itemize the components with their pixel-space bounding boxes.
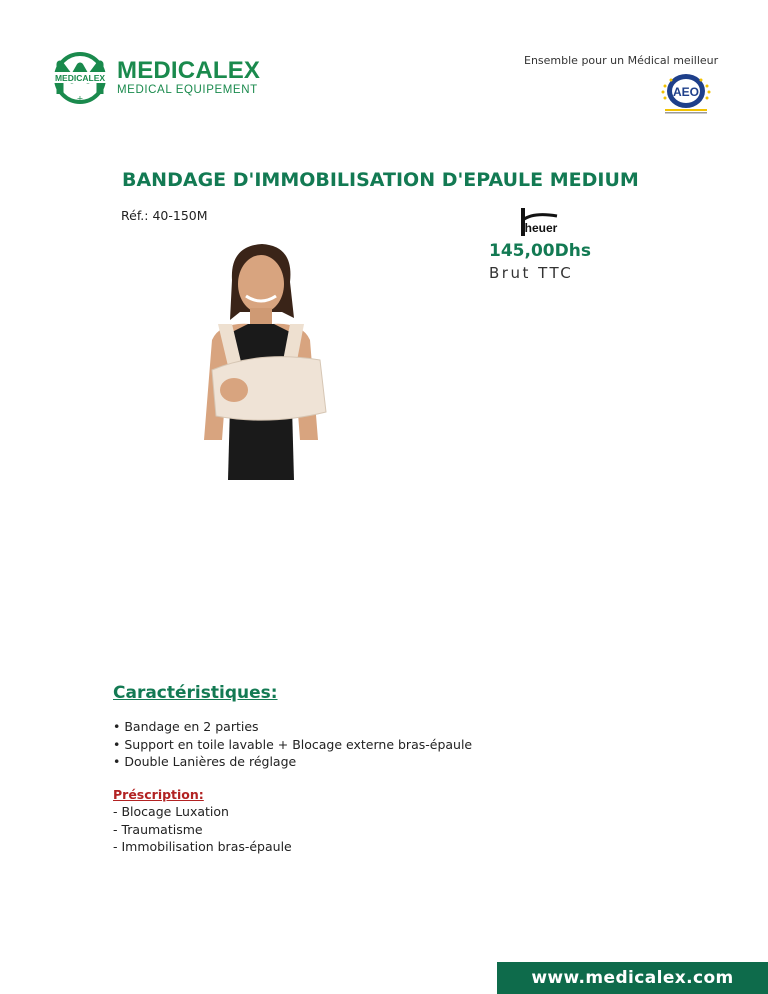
list-item: - Traumatisme	[113, 821, 292, 839]
list-item: • Double Lanières de réglage	[113, 753, 472, 771]
aeo-badge-text: AEO	[672, 85, 700, 99]
product-photo	[190, 240, 332, 480]
list-item: • Support en toile lavable + Blocage externe bras-épaule	[113, 736, 472, 754]
svg-text:+: +	[76, 94, 84, 103]
logo-subtitle: MEDICAL EQUIPEMENT	[117, 84, 258, 96]
logo-name: MEDICALEX	[117, 57, 261, 84]
list-item: - Blocage Luxation	[113, 803, 292, 821]
prescription-heading: Préscription:	[113, 787, 204, 802]
prescription-list	[113, 803, 292, 856]
brand-logo-text: heuer	[524, 221, 558, 235]
website-link[interactable]: www.medicalex.com	[497, 962, 768, 994]
characteristics-heading: Caractéristiques:	[113, 683, 278, 703]
price-note: Brut TTC	[489, 264, 574, 282]
product-price: 145,00Dhs	[489, 241, 591, 261]
aeo-certification-badge	[657, 72, 715, 116]
product-reference: Réf.: 40-150M	[121, 208, 208, 223]
tagline: Ensemble pour un Médical meilleur	[524, 54, 719, 67]
product-title: BANDAGE D'IMMOBILISATION D'EPAULE MEDIUM	[122, 169, 639, 191]
heuer-brand-logo	[517, 206, 563, 240]
logo-mark-text: MEDICALEX	[54, 73, 106, 83]
list-item: - Immobilisation bras-épaule	[113, 838, 292, 856]
list-item: • Bandage en 2 parties	[113, 718, 472, 736]
characteristics-list	[113, 718, 472, 771]
